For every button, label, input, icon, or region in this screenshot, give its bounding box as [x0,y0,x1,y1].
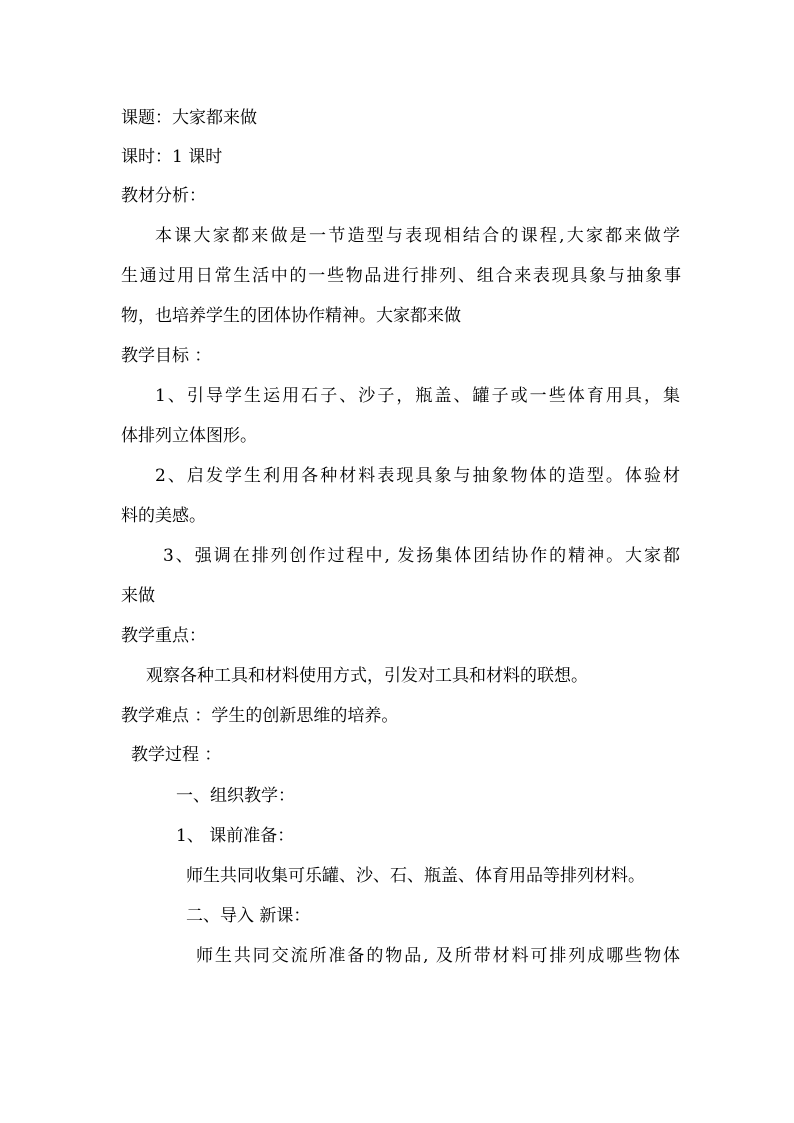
subsection-1-heading: 1、 课前准备： [176,826,295,846]
key-points-heading: 教学重点： [121,626,206,646]
goal-2-line-2: 料的美感。 [121,506,206,526]
material-analysis-paragraph-line-3: 物，也培养学生的团体协作精神。大家都来做 [121,306,461,326]
key-points-text: 观察各种工具和材料使用方式，引发对工具和材料的联想。 [146,666,588,686]
material-analysis-heading: 教材分析： [121,186,206,206]
section-2-heading: 二、导入 新课： [186,906,311,926]
section-2-text-line-1: 师生共同交流所准备的物品, 及所带材料可排列成哪些物体 [196,946,680,966]
goal-1-line-1: 1、引导学生运用石子、沙子，瓶盖、罐子或一些体育用具，集 [155,386,680,406]
lesson-title-line: 课题：大家都来做 [121,108,257,128]
goal-2-line-1: 2、启发学生利用各种材料表现具象与抽象物体的造型。体验材 [155,466,680,486]
teaching-process-heading: 教学过程 ： [131,745,222,765]
goal-1-line-2: 体排列立体图形。 [121,426,257,446]
section-1-heading: 一、组织教学： [176,786,295,806]
subsection-1-text: 师生共同收集可乐罐、沙、石、瓶盖、体育用品等排列材料。 [186,866,645,886]
difficult-points-line: 教学难点 ：学生的创新思维的培养。 [121,706,399,726]
goal-3-line-1: 3、强调在排列创作过程中, 发扬集体团结协作的精神。大家都 [163,546,680,566]
lesson-hours-line: 课时：1 课时 [121,147,223,167]
material-analysis-paragraph-line-1: 本课大家都来做是一节造型与表现相结合的课程,大家都来做学 [155,226,680,246]
teaching-goals-heading: 教学目标 ： [121,346,212,366]
goal-3-line-2: 来做 [121,586,155,606]
material-analysis-paragraph-line-2: 生通过用日常生活中的一些物品进行排列、组合来表现具象与抽象事 [121,266,681,286]
